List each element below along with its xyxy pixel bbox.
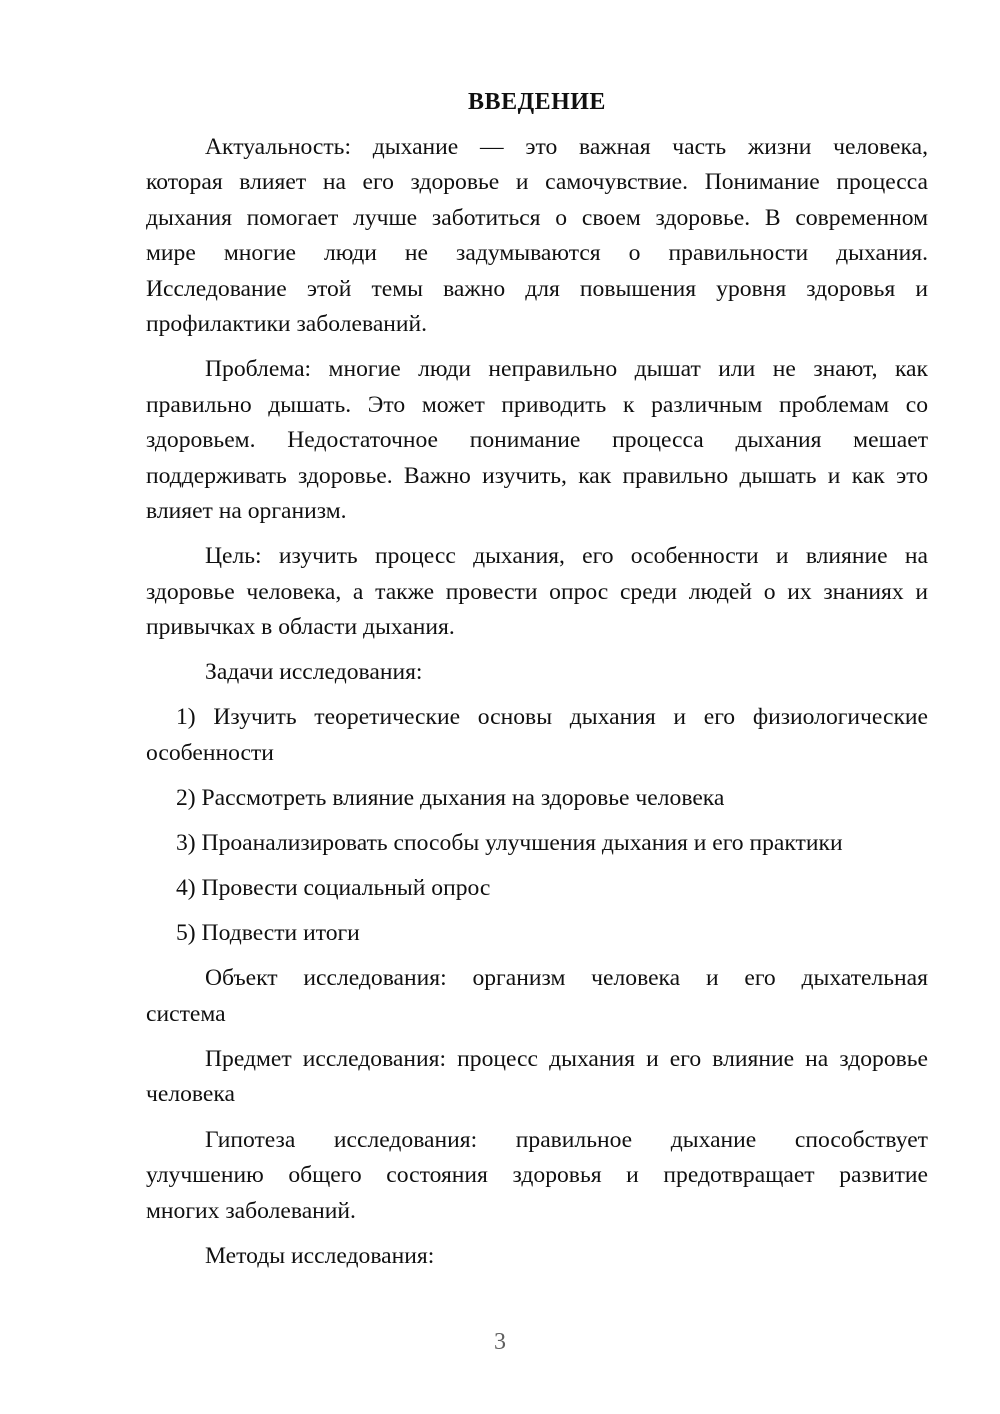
text-line: Предмет исследования: процесс дыхания и его влияние на здоровье bbox=[205, 1045, 928, 1072]
text-line: многих заболеваний. bbox=[146, 1197, 356, 1224]
text-line: Исследование этой темы важно для повышения уровня здоровья и bbox=[146, 275, 928, 302]
paragraph bbox=[146, 916, 928, 952]
paragraph bbox=[146, 1042, 928, 1113]
text-line: Гипотеза исследования: правильное дыхание способствует bbox=[205, 1126, 928, 1153]
text-line: улучшению общего состояния здоровья и предотвращает развитие bbox=[146, 1162, 928, 1189]
text-line: 3) Проанализировать способы улучшения дыхания и его практики bbox=[176, 830, 843, 857]
paragraph bbox=[146, 352, 928, 530]
text-line: здоровьем. Недостаточное понимание процесса дыхания мешает bbox=[146, 427, 928, 454]
paragraph bbox=[146, 655, 928, 691]
paragraph bbox=[146, 961, 928, 1032]
text-line: Проблема: многие люди неправильно дышат или не знают, как bbox=[205, 356, 928, 383]
text-line: профилактики заболеваний. bbox=[146, 311, 428, 337]
text-line: правильно дышать. Это может приводить к различным проблемам со bbox=[146, 391, 928, 418]
paragraph bbox=[146, 700, 928, 771]
text-line: Методы исследования: bbox=[205, 1242, 435, 1269]
paragraph bbox=[146, 781, 928, 817]
text-line: особенности bbox=[146, 739, 274, 766]
text-line: 2) Рассмотреть влияние дыхания на здоровье человека bbox=[176, 784, 725, 811]
paragraph bbox=[146, 871, 928, 907]
paragraph bbox=[146, 539, 928, 646]
paragraph bbox=[146, 1123, 928, 1230]
text-line: дыхания помогает лучше заботиться о своем здоровье. В современном bbox=[146, 204, 928, 231]
text-line: 5) Подвести итоги bbox=[176, 920, 360, 947]
document-content bbox=[146, 85, 928, 1284]
text-line: Задачи исследования: bbox=[205, 659, 423, 686]
text-line: привычках в области дыхания. bbox=[146, 614, 455, 641]
text-line: Объект исследования: организм человека и его дыхательная bbox=[205, 965, 928, 992]
text-line: человека bbox=[146, 1081, 235, 1108]
text-line: система bbox=[146, 1000, 226, 1027]
text-line: Цель: изучить процесс дыхания, его особенности и влияние на bbox=[205, 543, 928, 570]
text-line: поддерживать здоровье. Важно изучить, как правильно дышать и как это bbox=[146, 462, 928, 489]
page-title: ВВЕДЕНИЕ bbox=[468, 89, 606, 115]
text-line: влияет на организм. bbox=[146, 498, 347, 525]
text-line: 4) Провести социальный опрос bbox=[176, 875, 491, 902]
paragraph bbox=[146, 1239, 928, 1275]
text-line: которая влияет на его здоровье и самочувствие. Понимание процесса bbox=[146, 169, 928, 195]
paragraph bbox=[146, 826, 928, 862]
text-line: здоровье человека, а также провести опрос среди людей о их знаниях и bbox=[146, 578, 928, 605]
document-body bbox=[146, 130, 928, 1275]
paragraph bbox=[146, 130, 928, 343]
text-line: Актуальность: дыхание — это важная часть жизни человека, bbox=[205, 133, 928, 160]
text-line: 1) Изучить теоретические основы дыхания и его физиологические bbox=[176, 704, 928, 731]
text-line: мире многие люди не задумываются о правильности дыхания. bbox=[146, 240, 928, 266]
page-number: 3 bbox=[494, 1329, 506, 1355]
